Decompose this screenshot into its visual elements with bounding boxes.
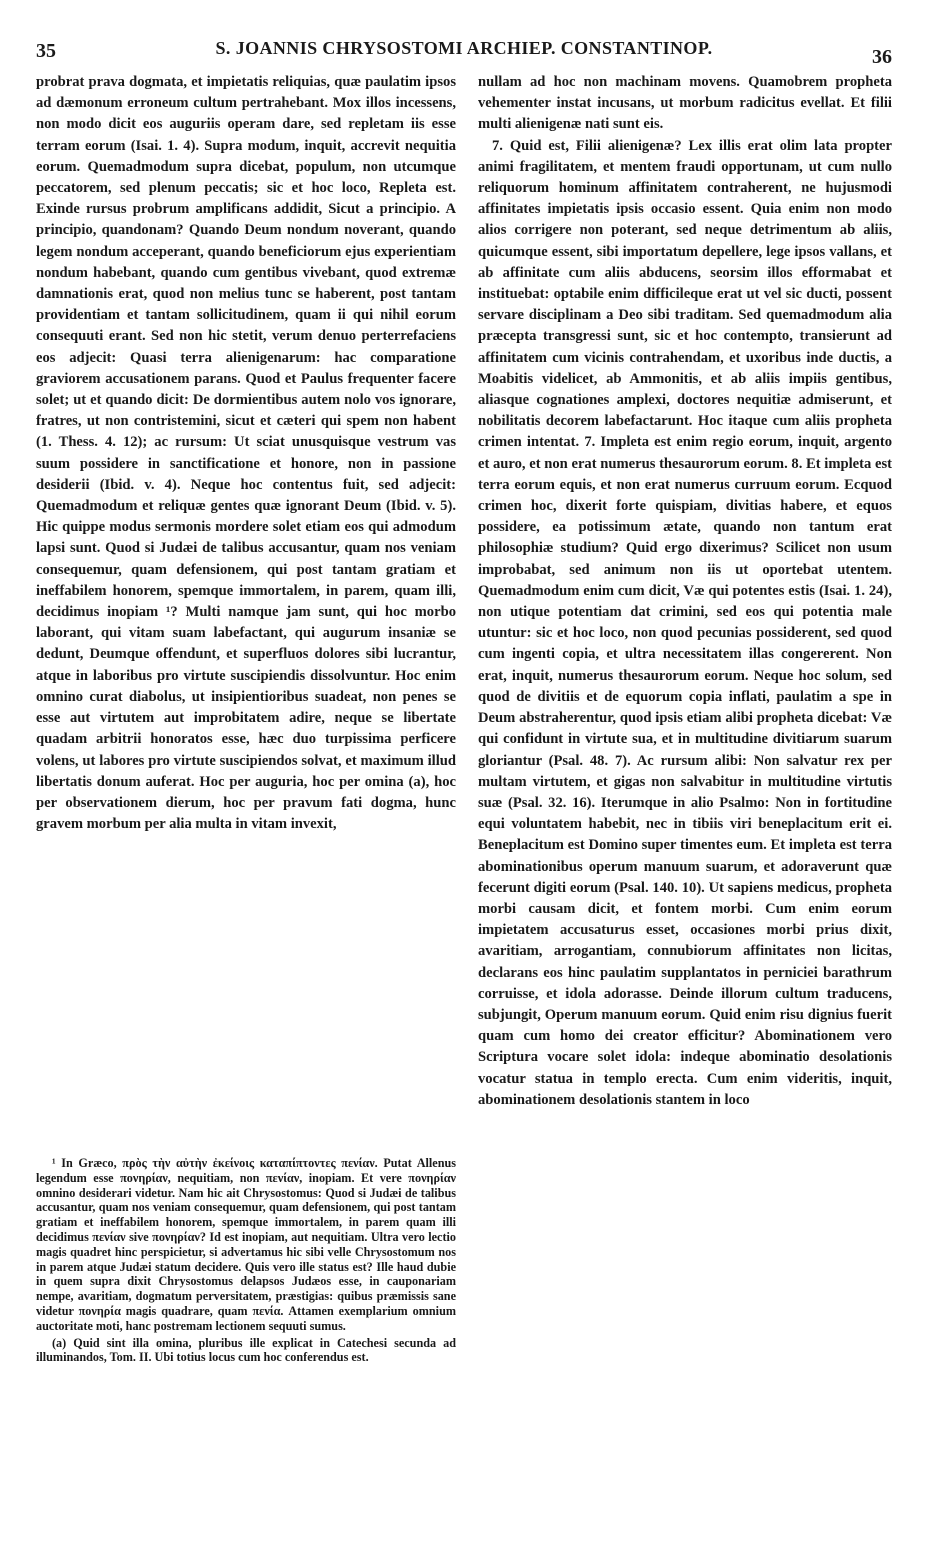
left-column bbox=[36, 72, 456, 835]
footnote-1: ¹ In Græco, πρὸς τὴν αὐτὴν ἐκείνοις καταπίπτοντες πενίαν. Putat Allenus legendum esse πονηρίαν, nequitiam, non πενίαν, inopiam. Et vere πονηρίαν omnino desiderari videtur. Nam hic ait Chrysostomus: Quod si Judæi de talibus accusantur, quam nos veniam consequemur, quam defensionem, qui post tantam gratiam et ineffabilem honorem, spemque immortalem, in parem quam illi decidimus πενίαν sive πονηρίαν? Id est inopiam, aut nequitiam. Ultra vero lectio magis quadret hinc perspicietur, si advertamus hic sibi velle Chrysostomum nos in parem atque Judæi statum decidere. Quis vero ille status est? Ille haud dubie in quem supra dixit Chrysostomus delapsos Judæos esse, in cauponariam nempe, avaritiam, dogmatum perversitatem, præstigias: quibus præmissis sane videtur πονηρία magis quadrare, quam πενία. Attamen exemplarium omnium auctoritate moti, hanc postremam lectionem sequuti sumus. bbox=[36, 1156, 456, 1333]
right-column bbox=[478, 72, 892, 1111]
right-column-paragraph-2: 7. Quid est, Filii alienigenæ? Lex illis erat olim lata propter animi fragilitatem, et mentem fraudi opportunam, ut cum nullo reliquorum hominum affinitatem contraherent, ne hujusmodi affinitates impietatis ipsis occasio essent. Quia enim non modo alios corrigere non poterant, sed neque detrimentum ab aliis, quicumque essent, sibi importatum depellere, lege ipsos vallans, et ab affinitate cum aliis abducens, seorsim illos efformabat et instituebat: optabile enim difficileque erat ut vel sic ducti, possent servare disciplinam a Deo sibi traditam. Sed quemadmodum alia præcepta transgressi sunt, sic et hoc contempto, transierunt ad affinitatem cum vicinis contrahendam, et uxoribus inde ductis, a Moabitis videlicet, ab Ammonitis, et ab aliis impiis gentibus, aliasque cognationes amplexi, doctores nequitiæ admiserunt, et nobilitatis decorem labefactarunt. Hoc itaque cum aliis propheta crimen intentat. 7. Impleta est enim regio eorum, inquit, argento et auro, et non erat numerus thesaurorum eorum. 8. Et impleta est terra eorum equis, et non erat numerus curruum eorum. Ecquod crimen hoc, dixerit forte quispiam, divitias habere, et equos possidere, ea potissimum ætate, quando non tantum erat philosophiæ studium? Quid ergo dixerimus? Scilicet non usum improbabat, sed animum non iis ut oportebat utentem. Quemadmodum enim cum dicit, Væ qui potentes estis (Isai. 1. 24), non utique potentiam dat crimini, sed eos qui potentia male utuntur: sic et hoc loco, non quod pecunias possiderent, sed quod cum ingenti copia, et ultra necessitatem illas congererent. Non erat, inquit, numerus thesaurorum eorum. Neque hoc solum, sed quod de divitiis et de equorum copia inflati, paulatim a spe in Deum abstraherentur, quod ipsis etiam alibi propheta dicebat: Væ qui confidunt in virtute sua, et in multitudine divitiarum suarum gloriantur (Psal. 48. 7). Ac rursum alibi: Non salvatur rex per multam virtutem, et gigas non salvabitur in multitudine virtutis suæ (Psal. 32. 16). Iterumque in alio Psalmo: Non in fortitudine equi voluntatem habebit, nec in tibiis viri beneplacitum erit ei. Beneplacitum est Domino super timentes eum. Et impleta est terra abominationibus operum manuum suarum, et adoraverunt quæ fecerunt digiti eorum (Psal. 140. 10). Ut sapiens medicus, propheta morbi causam dicit, et fontem morbi. Cum enim eorum impietatem accusaturus esset, occasiones morbi prius dixit, avaritiam, arrogantiam, connubiorum affinitates non licitas, declarans eos hinc paulatim supplantatos in perniciei barathrum corruisse, et idola adorasse. Deinde illorum cultum traducens, subjungit, Operum manuum eorum. Quid enim risu dignius fuerit quam cum homo dei creator efficitur? Abominationem vero Scriptura vocare solet idola: indeque abominatio desolationis vocatur statua in templo erecta. Cum enim videritis, inquit, abominationem desolationis stantem in loco bbox=[478, 137, 892, 1108]
left-column-paragraph: probrat prava dogmata, et impietatis reliquias, quæ paulatim ipsos ad dæmonum erroneum cultum pertrahebant. Mox illos incessens, non modo dicit eos auguriis operam dare, sed repletam iis esse terram eorum (Isai. 1. 4). Supra modum, inquit, accrevit nequitia eorum. Quemadmodum supra dicebat, populum, non utcumque peccatorem, sed plenum peccatis; sic et hoc loco, Repleta est. Exinde rursus probrum amplificans addidit, Sicut a principio. A principio, quandonam? Quando Deum nondum noverant, quando legem nondum acceperant, quando beneficiorum ejus experientiam nondum habebant, quando cum gentibus vivebant, quod extremæ damnationis erat, quod non melius tunc se haberent, post tantam providentiam et tantam sollicitudinem, quam ii qui nihil eorum consequuti erant. Sed non hic stetit, verum denuo perterrefaciens eos adjecit: Quasi terra alienigenarum: hac comparatione graviorem accusationem parans. Quod et Paulus frequenter facere solet; ut et quando dicit: De dormientibus autem nolo vos ignorare, fratres, ut non contristemini, sicut et cæteri qui spem non habent (1. Thess. 4. 12); ac rursum: Ut sciat unusquisque vestrum vas suum possidere in sanctificatione et honore, non in passione desiderii (Ibid. v. 4). Neque hoc contentus fuit, sed adjecit: Quemadmodum et reliquæ gentes quæ ignorant Deum (Ibid. v. 5). Hic quippe modus sermonis mordere solet etiam eos qui admodum lapsi sunt. Quod si Judæi de talibus accusantur, quam nos veniam consequemur, quam defensionem, qui post tantam gratiam et ineffabilem honorem, spemque immortalem, in parem, quam illi, decidimus inopiam ¹? Multi namque jam sunt, qui hoc morbo laborant, qui vitam suam labefactant, qui augurum insaniæ se dedunt, Deumque offendunt, et superfluos dolores sibi lucrantur, atque in laboribus pro virtute suscipiendis dissolvuntur. Hoc enim omnino curat diabolus, ut insipientioribus suadeat, non penes se esse aut virtutem aut improbitatem adire, neque se libertate quadam arbitrii honoratos esse, hæc duo turpissima perficere volens, ut labores pro virtute suscipiendos solvat, et maximum illud libertatis donum auferat. Hoc per auguria, hoc per omina (a), hoc per observationem dierum, hoc per pravum fati dogma, hunc gravem morbum per alia multa in vitam invexit, bbox=[36, 74, 456, 833]
footnotes bbox=[36, 1156, 456, 1367]
left-page-number: 35 bbox=[36, 40, 56, 62]
page-header bbox=[36, 38, 892, 66]
right-page-number: 36 bbox=[872, 46, 892, 68]
right-column-paragraph-1: nullam ad hoc non machinam movens. Quamobrem propheta vehementer instat incusans, ut morbum radicitus evellat. Et filii multi alienigenæ nati sunt eis. bbox=[478, 74, 892, 133]
running-title: S. JOANNIS CHRYSOSTOMI ARCHIEP. CONSTANTINOP. bbox=[215, 38, 713, 58]
footnote-a: (a) Quid sint illa omina, pluribus ille explicat in Catechesi secunda ad illuminandos, Tom. II. Ubi totius locus cum hoc conferendus est. bbox=[36, 1335, 456, 1365]
